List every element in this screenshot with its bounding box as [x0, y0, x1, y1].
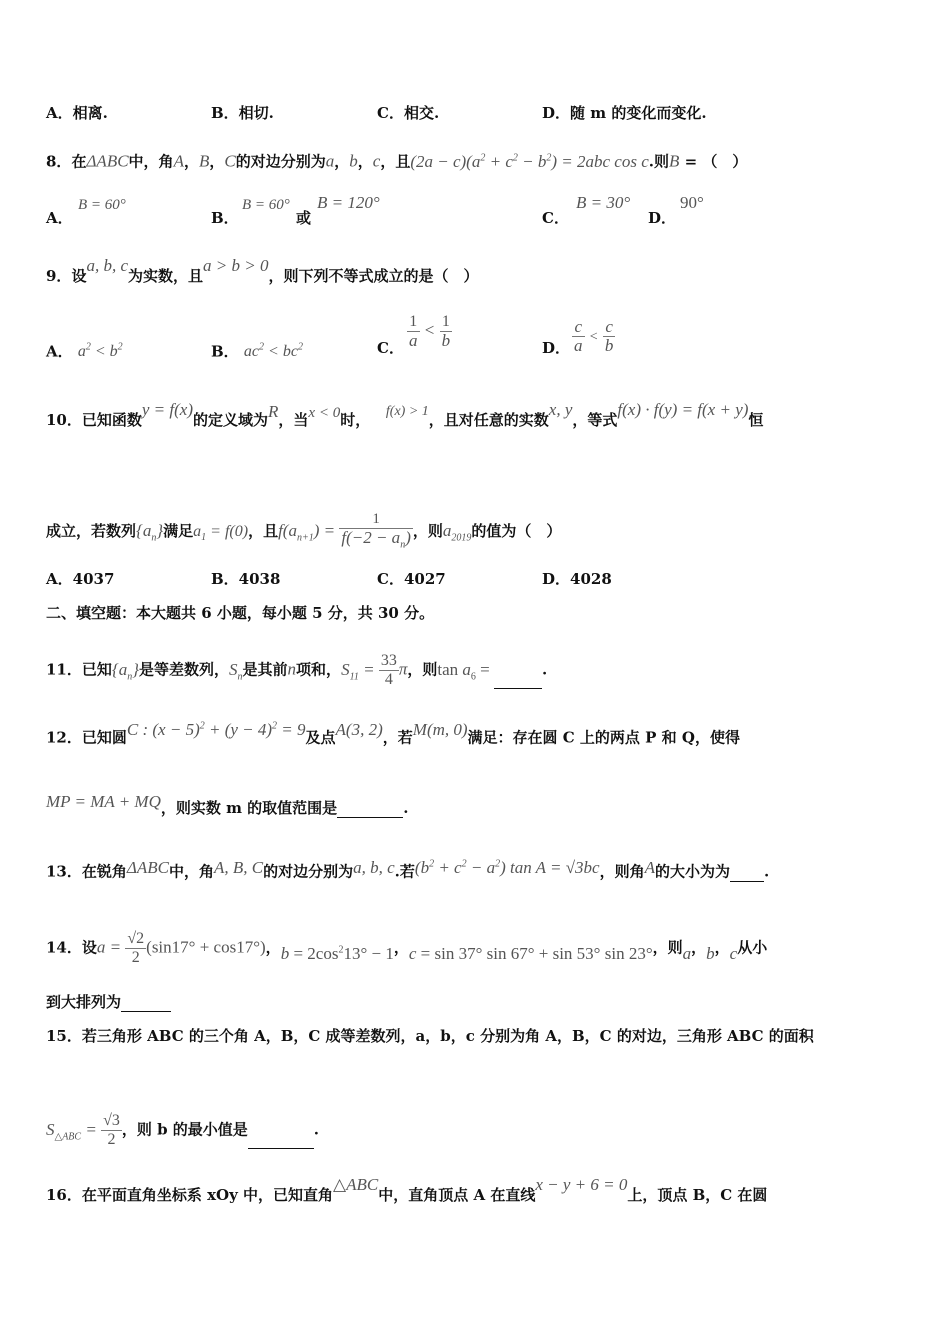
question-12-line-2: MP = MA + MQ，则实数 m 的取值范围是 . [46, 792, 409, 817]
question-9: 9．设a, b, c为实数，且a > b > 0，则下列不等式成立的是（ ） [46, 256, 479, 285]
question-8: 8．在ΔABC中，角A，B，C的对边分别为a，b，c，且$(2a - c)(a^2 + c^2 - b^2) = 2abc$ cos c.则B = （ ） [46, 151, 748, 171]
q8-option-b: B． [211, 209, 239, 227]
question-12-line-1: 12．已知圆C : $(x - 5)^2 + (y - 4)^2 = 9$及点A(3, 2)，若M(m, 0)满足：存在圆 C 上的两点 P 和 Q，使得 [46, 719, 740, 747]
q10-option-c: C．4027 [377, 570, 446, 588]
question-number: 8． [46, 152, 72, 171]
question-number: 13． [46, 862, 82, 881]
question-11: 11．已知$\{a_n\}$是等差数列，$S_n$是其前n项和，$S_{11}$ = $\frac{33}{4}$ π，则$\tan a_6$ = . [46, 652, 548, 688]
q8-option-b-value2: B = 120° [317, 193, 380, 212]
answer-blank[interactable] [337, 801, 403, 818]
q7-option-d: D．随 m 的变化而变化. [542, 104, 707, 122]
question-13: 13．在锐角ΔABC中，角A, B, C的对边分别为a, b, c.若$(b^2 + c^2 - a^2)$ tan A = √3bc，则角A的大小为为 . [46, 857, 770, 881]
question-15-line-2: $S_{\triangle ABC}$ = $\frac{√3}{2}$ ，则 b 的最小值是 . [46, 1112, 320, 1148]
q10-option-d: D．4028 [542, 570, 612, 588]
q10-option-b: B．4038 [211, 570, 281, 588]
answer-blank[interactable] [730, 865, 764, 882]
question-number: 9． [46, 267, 72, 285]
q7-option-c: C．相交. [377, 104, 440, 122]
question-10-line-1: 10．已知函数y = f(x)的定义域为R，当x < 0时， f(x) > 1，且对任意的实数x, y，等式f(x) · f(y) = f(x + y)恒 [46, 400, 764, 429]
question-10-line-2: 成立，若数列$\{a_n\}$满足$a_1 = f(0)$，且$f(a_{n+1})$ = $\frac{1}{f(-2 - a_n)}$ ，则$a_{2019}$的值为（ ） [46, 511, 562, 551]
q8-option-a: A． [46, 209, 73, 227]
question-number: 16． [46, 1186, 82, 1204]
question-15-line-1: 15．若三角形 ABC 的三个角 A，B，C 成等差数列，a，b，c 分别为角 A，B，C 的对边，三角形 ABC 的面积 [46, 1027, 814, 1045]
formula: $(2a - c)(a^2 + c^2 - b^2) = 2abc$ cos c [410, 151, 649, 171]
q9-option-a: A． $a^2 < b^2$ [46, 342, 123, 361]
question-14-line-1: 14．设a = $\frac{√2}{2}$ (sin17° + cos17°)，$b = 2\cos^213^\circ - 1$，c = sin 37° sin 67° + sin 53° sin 23°，则a，b，c从小 [46, 930, 768, 966]
q7-option-b: B．相切. [211, 104, 274, 122]
q7-option-a: A．相离. [46, 104, 108, 122]
question-number: 14． [46, 938, 82, 957]
q8-option-b-value1: B = 60° [242, 197, 290, 213]
section-2-header: 二、填空题：本大题共 6 小题，每小题 5 分，共 30 分。 [46, 604, 435, 622]
q8-option-a-value: B = 60° [78, 197, 126, 213]
q9-option-d-value: $\frac{c}{a}$ < $\frac{c}{b}$ [574, 317, 614, 355]
answer-blank[interactable] [248, 1132, 314, 1149]
question-number: 10． [46, 411, 82, 429]
q8-option-b-or: 或 [296, 209, 312, 227]
q10-option-a: A．4037 [46, 570, 115, 588]
q9-option-b: B． $ac^2 < bc^2$ [211, 342, 303, 361]
question-number: 11． [46, 660, 82, 679]
q8-option-c: C． [542, 209, 569, 227]
question-16: 16．在平面直角坐标系 xOy 中，已知直角△ABC中，直角顶点 A 在直线x − y + 6 = 0上，顶点 B，C 在圆 [46, 1175, 768, 1204]
q8-option-c-value: B = 30° [576, 193, 631, 212]
q9-option-c-value: $\frac{1}{a}$ < $\frac{1}{b}$ [409, 313, 451, 350]
question-number: 12． [46, 728, 82, 747]
question-number: 15． [46, 1027, 82, 1045]
q8-option-d-value: 90° [680, 193, 704, 212]
q9-option-d: D． [542, 339, 571, 357]
question-14-line-2: 到大排列为 [46, 992, 171, 1012]
q9-option-c: C． [377, 339, 404, 357]
q8-option-d: D． [648, 209, 677, 227]
answer-blank[interactable] [121, 995, 171, 1012]
answer-blank[interactable] [494, 672, 542, 689]
